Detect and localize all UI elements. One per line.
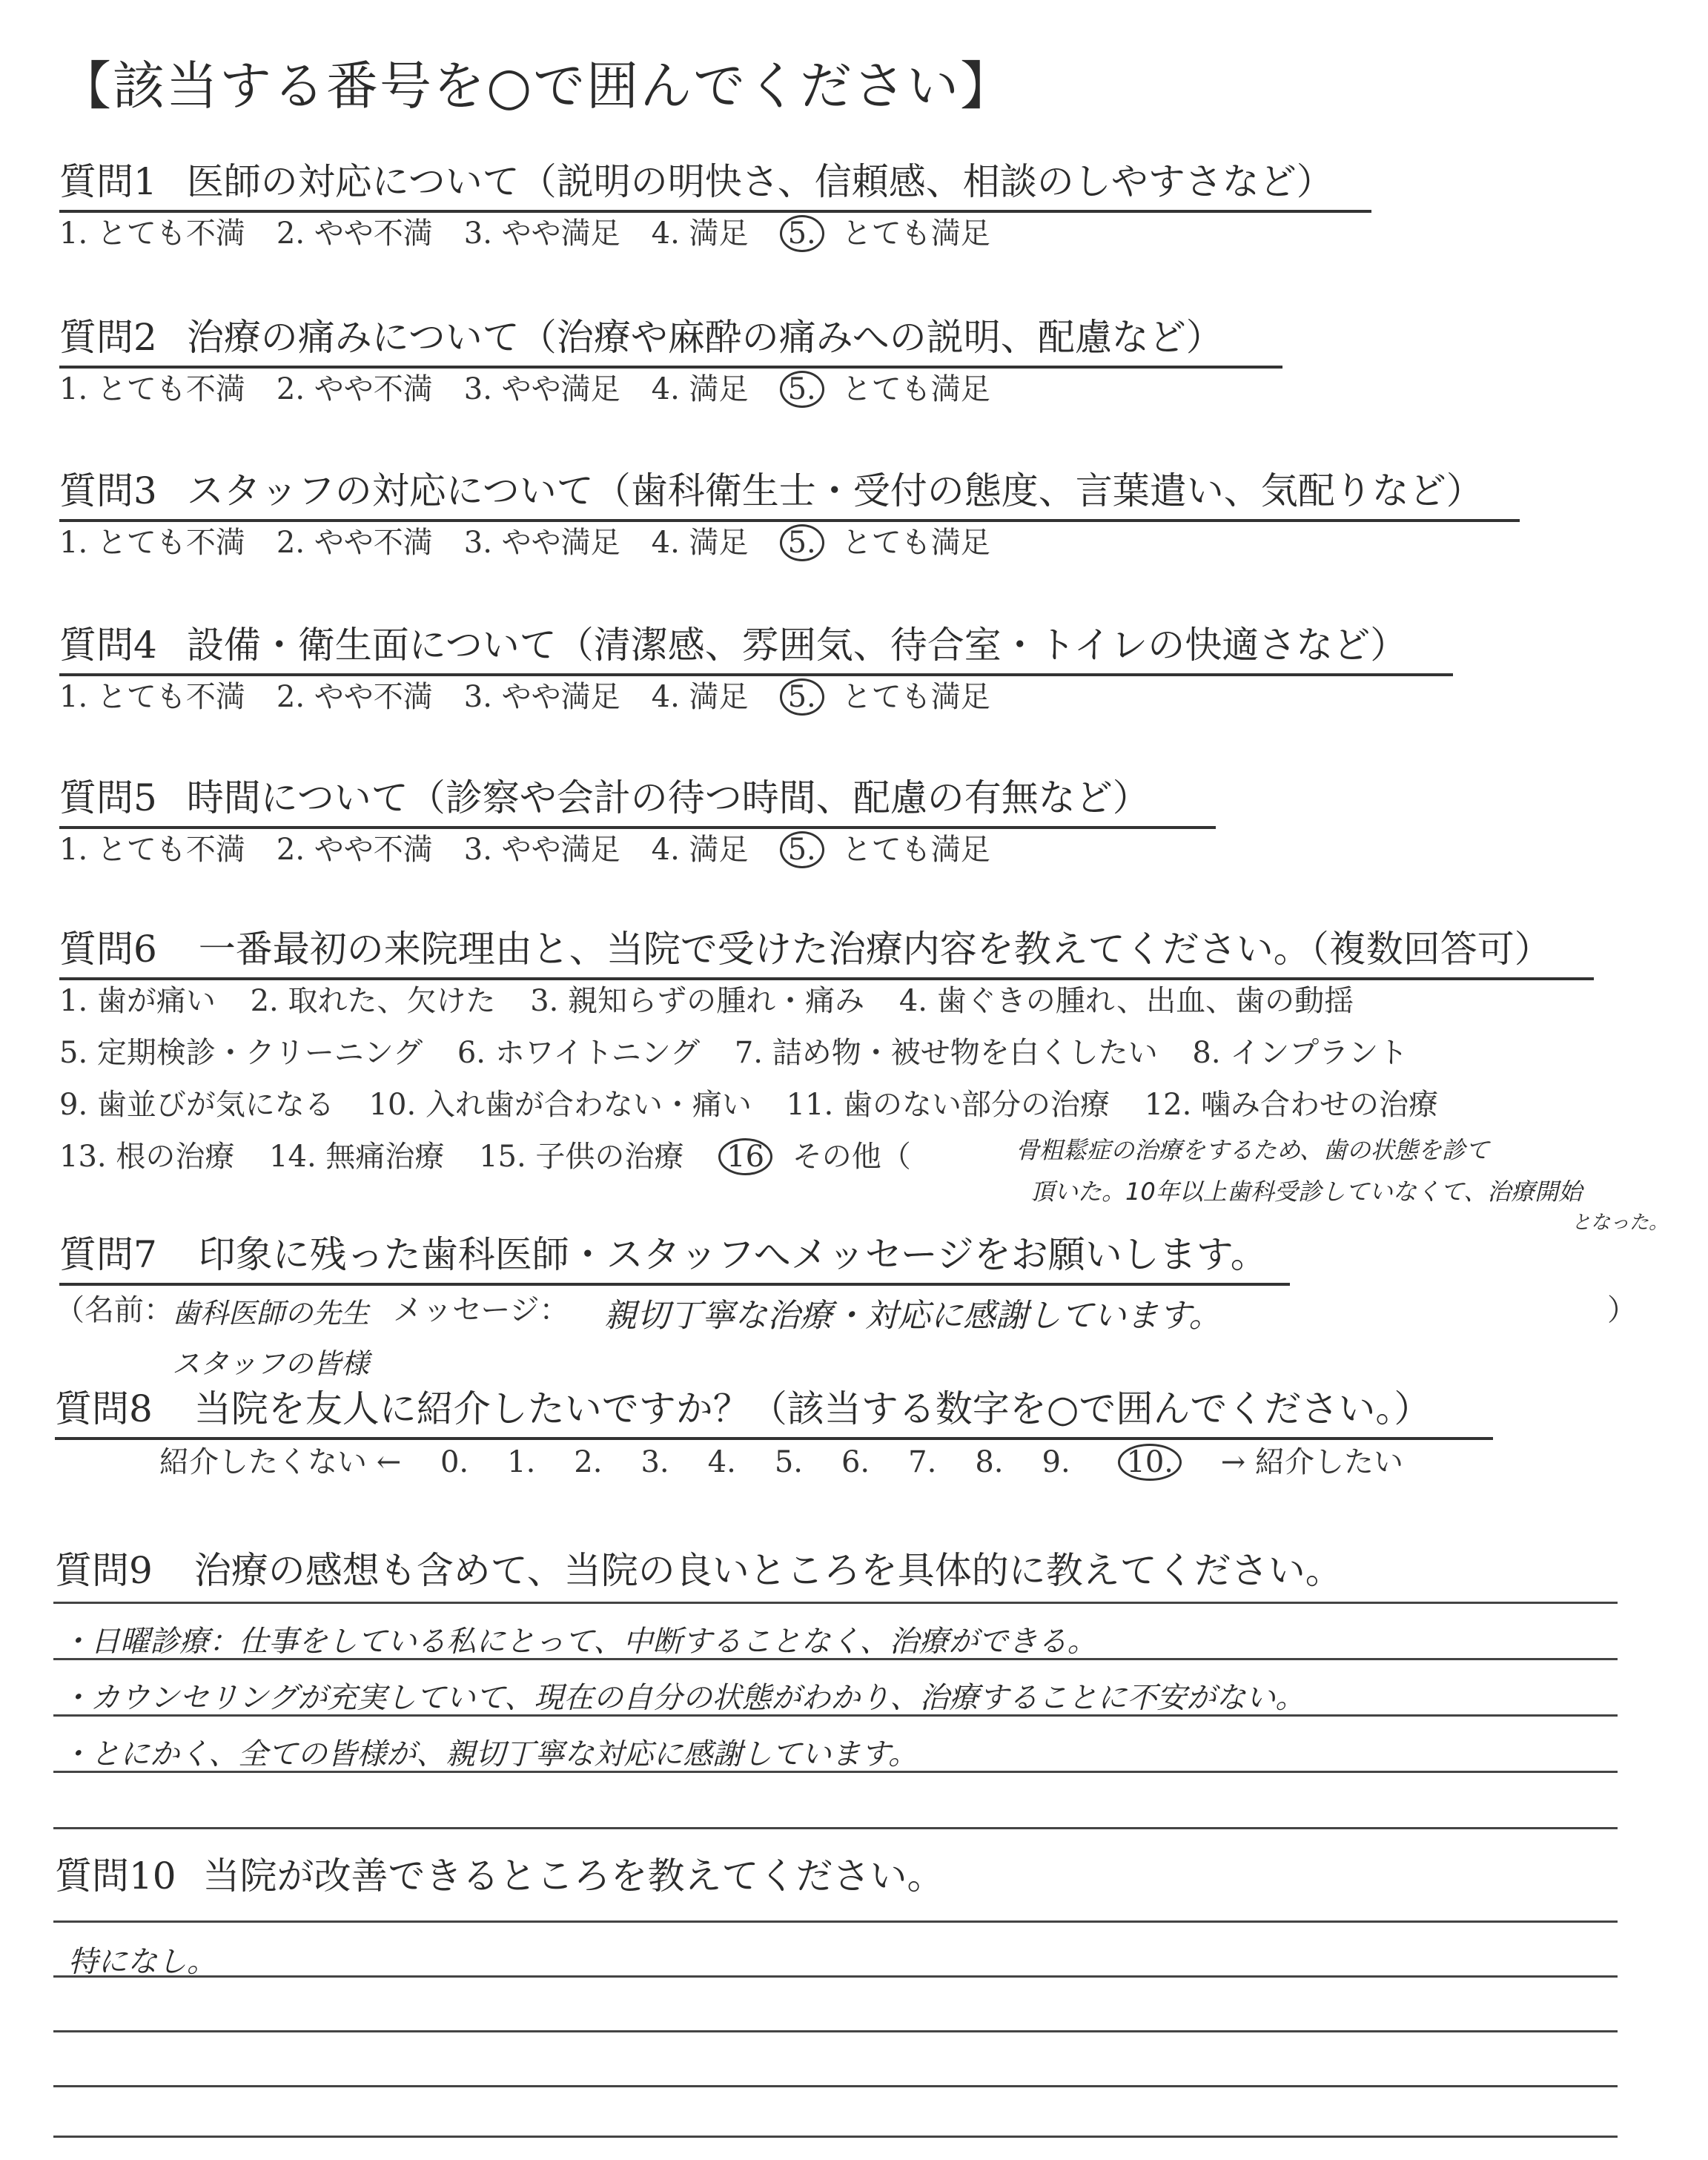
q9-answer-line: ・とにかく、全ての皆様が、親切丁寧な対応に感謝しています。: [61, 1737, 918, 1771]
q6-option[interactable]: 4. 歯ぐきの腫れ、出血、歯の動揺: [898, 984, 1354, 1018]
q8-selected-number[interactable]: 10.: [1118, 1444, 1182, 1481]
q8-number[interactable]: 7.: [908, 1445, 937, 1479]
q6-option[interactable]: 12. 噛み合わせの治療: [1144, 1088, 1439, 1122]
rating-option[interactable]: 3. やや満足: [463, 217, 620, 251]
rating-option[interactable]: とても満足: [841, 526, 990, 560]
q6-option[interactable]: 6. ホワイトニング: [457, 1036, 701, 1070]
q6-option[interactable]: 13. 根の治療: [59, 1140, 235, 1174]
question-1-heading: [59, 152, 1371, 213]
rating-option[interactable]: 3. やや満足: [463, 833, 620, 867]
q8-number[interactable]: 2.: [574, 1445, 603, 1479]
ruled-line: [53, 2136, 1618, 2138]
question-2-text: 治療の痛みについて（治療や麻酔の痛みへの説明、配慮など）: [186, 316, 1223, 359]
selected-option[interactable]: 5.: [780, 371, 824, 408]
rating-option[interactable]: 2. やや不満: [276, 833, 433, 867]
rating-option[interactable]: 4. 満足: [651, 680, 749, 714]
q8-scale: [159, 1439, 1403, 1481]
rating-option[interactable]: 1. とても不満: [59, 526, 245, 560]
rating-option[interactable]: 3. やや満足: [463, 372, 620, 406]
ruled-line: [53, 1658, 1618, 1660]
question-6-heading: [59, 919, 1594, 980]
rating-option[interactable]: とても満足: [841, 217, 990, 251]
q6-row-3: [59, 1081, 1463, 1123]
question-3-text: スタッフの対応について（歯科衛生士・受付の態度、言葉遣い、気配りなど）: [186, 469, 1483, 512]
question-2-options: [59, 366, 1022, 408]
rating-option[interactable]: 2. やや不満: [276, 217, 433, 251]
rating-option[interactable]: 1. とても不満: [59, 680, 245, 714]
q7-close-paren: ）: [1607, 1293, 1637, 1327]
q6-row-2: [59, 1029, 1433, 1071]
question-7-text: 印象に残った歯科医師・スタッフへメッセージをお願いします。: [198, 1233, 1268, 1276]
q8-number[interactable]: 0.: [440, 1445, 469, 1479]
selected-option[interactable]: 5.: [780, 831, 824, 868]
q7-message-label: メッセージ：: [393, 1293, 569, 1327]
question-1-options: [59, 210, 1022, 252]
q6-option[interactable]: 8. インプラント: [1192, 1036, 1409, 1070]
ruled-line: [53, 1714, 1618, 1717]
question-8-label: 質問8: [55, 1387, 153, 1430]
rating-option[interactable]: 2. やや不満: [276, 680, 433, 714]
q6-selected-option[interactable]: 16: [718, 1138, 772, 1175]
q6-row-1: [59, 977, 1379, 1020]
q6-option[interactable]: 2. 取れた、欠けた: [250, 984, 496, 1018]
q6-option[interactable]: 9. 歯並びが気になる: [59, 1088, 334, 1122]
rating-option[interactable]: 1. とても不満: [59, 217, 245, 251]
question-9-text: 治療の感想も含めて、当院の良いところを具体的に教えてください。: [193, 1549, 1343, 1592]
rating-option[interactable]: 3. やや満足: [463, 680, 620, 714]
question-5-options: [59, 826, 1022, 868]
rating-option[interactable]: 2. やや不満: [276, 526, 433, 560]
question-1-label: 質問1: [59, 160, 157, 203]
q8-number[interactable]: 9.: [1042, 1445, 1070, 1479]
q6-option[interactable]: 1. 歯が痛い: [59, 984, 216, 1018]
ruled-line: [53, 1975, 1618, 1978]
ruled-line: [53, 1602, 1618, 1604]
rating-option[interactable]: 4. 満足: [651, 217, 749, 251]
q8-numbers: [440, 1445, 1109, 1479]
question-1-text: 医師の対応について（説明の明快さ、信頼感、相談のしやすさなど）: [186, 160, 1334, 203]
ruled-line: [53, 1920, 1618, 1923]
question-9-heading: [55, 1541, 1343, 1594]
q8-left-label: 紹介したくない ←: [159, 1445, 402, 1479]
q6-row-4: [59, 1133, 911, 1175]
question-4-text: 設備・衛生面について（清潔感、雰囲気、待合室・トイレの快適さなど）: [186, 624, 1408, 667]
question-9-label: 質問9: [55, 1549, 153, 1592]
q8-number[interactable]: 1.: [507, 1445, 536, 1479]
ruled-line: [53, 2030, 1618, 2032]
q6-option[interactable]: 14. 無痛治療: [269, 1140, 445, 1174]
q7-name-label: （名前：: [55, 1293, 173, 1327]
selected-option[interactable]: 5.: [780, 215, 824, 252]
ruled-line: [53, 1827, 1618, 1829]
question-10-label: 質問10: [55, 1855, 176, 1898]
q7-message-value: 親切丁寧な治療・対応に感謝しています。: [604, 1297, 1222, 1335]
page-title: 【該当する番号を○で囲んでください】: [59, 56, 1014, 116]
question-8-heading: [55, 1379, 1493, 1440]
question-4-heading: [59, 615, 1453, 676]
rating-option[interactable]: 4. 満足: [651, 372, 749, 406]
question-6-text: 一番最初の来院理由と、当院で受けた治療内容を教えてください。（複数回答可）: [198, 928, 1552, 971]
q6-other-answer-2: 頂いた。10年以上歯科受診していなくて、治療開始: [1030, 1178, 1583, 1206]
question-4-label: 質問4: [59, 624, 157, 667]
q8-number[interactable]: 6.: [841, 1445, 870, 1479]
q6-option[interactable]: 10. 入れ歯が合わない・痛い: [368, 1088, 752, 1122]
q9-answer-line: ・日曜診療：仕事をしている私にとって、中断することなく、治療ができる。: [61, 1625, 1097, 1659]
rating-option[interactable]: 4. 満足: [651, 833, 749, 867]
rating-option[interactable]: 4. 満足: [651, 526, 749, 560]
q8-number[interactable]: 3.: [640, 1445, 669, 1479]
q6-other-label: その他（: [792, 1140, 911, 1174]
ruled-line: [53, 2085, 1618, 2087]
q7-name-value-1: 歯科医師の先生: [172, 1297, 370, 1330]
selected-option[interactable]: 5.: [780, 524, 824, 561]
q6-option[interactable]: 7. 詰め物・被せ物を白くしたい: [734, 1036, 1158, 1070]
question-10-heading: [55, 1846, 944, 1900]
rating-option[interactable]: とても満足: [841, 372, 990, 406]
rating-option[interactable]: 1. とても不満: [59, 833, 245, 867]
question-3-heading: [59, 461, 1520, 522]
question-2-label: 質問2: [59, 316, 157, 359]
q9-answer-line: ・カウンセリングが充実していて、現在の自分の状態がわかり、治療することに不安がない。: [61, 1681, 1305, 1715]
q6-option[interactable]: 11. 歯のない部分の治療: [786, 1088, 1110, 1122]
q8-number[interactable]: 4.: [707, 1445, 736, 1479]
question-7-heading: [59, 1225, 1290, 1286]
q6-option[interactable]: 5. 定期検診・クリーニング: [59, 1036, 423, 1070]
q8-number[interactable]: 5.: [774, 1445, 803, 1479]
question-6-label: 質問6: [59, 928, 157, 971]
question-5-label: 質問5: [59, 776, 157, 819]
question-5-heading: [59, 768, 1216, 829]
q8-right-label: → 紹介したい: [1220, 1445, 1403, 1479]
q10-answer-line: 特になし。: [68, 1945, 216, 1979]
question-5-text: 時間について（診察や会計の待つ時間、配慮の有無など）: [186, 776, 1150, 819]
rating-option[interactable]: とても満足: [841, 680, 990, 714]
selected-option[interactable]: 5.: [780, 678, 824, 716]
q6-option[interactable]: 15. 子供の治療: [479, 1140, 684, 1174]
ruled-line: [53, 1771, 1618, 1773]
question-4-options: [59, 673, 1022, 716]
question-3-label: 質問3: [59, 469, 157, 512]
question-3-options: [59, 519, 1022, 561]
q6-other-answer-3: となった。: [1572, 1212, 1669, 1234]
q7-name-value-2: スタッフの皆様: [172, 1347, 370, 1380]
q6-option[interactable]: 3. 親知らずの腫れ・痛み: [530, 984, 865, 1018]
question-8-text: 当院を友人に紹介したいですか？（該当する数字を○で囲んでください。）: [193, 1387, 1431, 1430]
question-2-heading: [59, 308, 1282, 369]
rating-option[interactable]: とても満足: [841, 833, 990, 867]
rating-option[interactable]: 2. やや不満: [276, 372, 433, 406]
question-10-text: 当院が改善できるところを教えてください。: [202, 1855, 944, 1898]
q6-other-answer-1: 骨粗鬆症の治療をするため、歯の状態を診て: [1016, 1136, 1489, 1164]
q8-number[interactable]: 8.: [975, 1445, 1004, 1479]
rating-option[interactable]: 3. やや満足: [463, 526, 620, 560]
rating-option[interactable]: 1. とても不満: [59, 372, 245, 406]
question-7-label: 質問7: [59, 1233, 157, 1276]
